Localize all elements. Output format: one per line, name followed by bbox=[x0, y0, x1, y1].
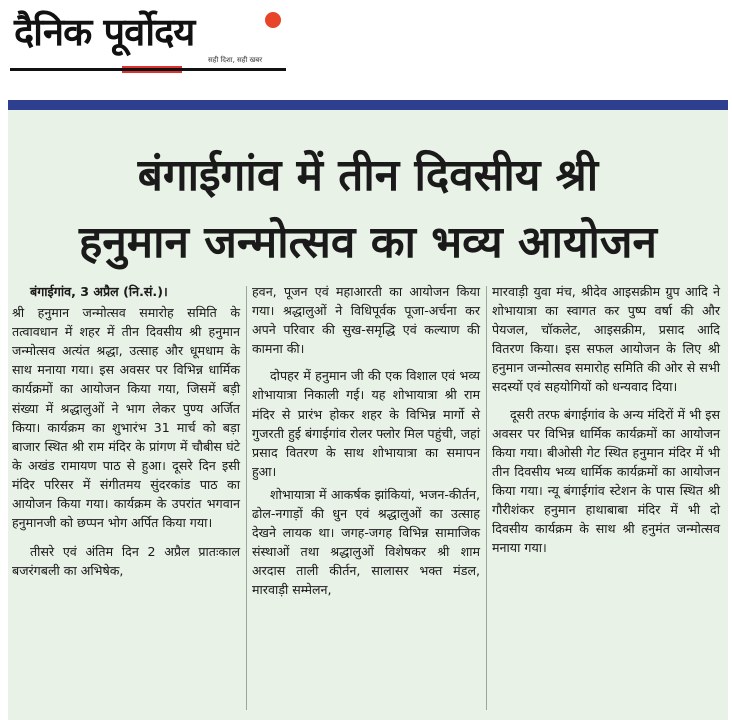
paragraph: हवन, पूजन एवं महाआरती का आयोजन किया गया। श्रद्धालुओं ने विधिपूर्वक पूजा-अर्चना कर अपने परिवार की सुख-समृद्धि एवं कल्याण की कामना की। bbox=[252, 284, 480, 357]
dateline-text: बंगाईगांव, 3 अप्रैल (नि.सं.)। bbox=[30, 284, 168, 299]
paragraph: मारवाड़ी युवा मंच, श्रीदेव आइसक्रीम ग्रुप आदि ने शोभायात्रा का स्वागत कर पुष्प वर्षा की और पेयजल, चॉकलेट, आइसक्रीम, प्रसाद आदि वितरण किया। इस सफल आयोजन के लिए श्री हनुमान जन्मोत्सव समारोह समिति की ओर से सभी सदस्यों एवं सहयोगियों को धन्यवाद दिया। bbox=[492, 284, 720, 395]
article-column-3 bbox=[492, 282, 720, 557]
clipping-top-band bbox=[8, 100, 728, 110]
headline-line-2: हनुमान जन्मोत्सव का भव्य आयोजन bbox=[79, 217, 657, 268]
article-column-1 bbox=[12, 282, 240, 580]
column-divider bbox=[246, 286, 247, 710]
newspaper-logo: दैनिक पूर्वोदय bbox=[14, 10, 195, 54]
masthead-rule bbox=[10, 68, 286, 71]
logo-sun-icon bbox=[265, 12, 281, 28]
paragraph: दोपहर में हनुमान जी की एक विशाल एवं भव्य शोभायात्रा निकाली गई। यह शोभायात्रा श्री राम मंदिर से प्रारंभ होकर शहर के विभिन्न मार्गो से गुजरती हुई बंगाईगांव रोलर फ्लोर मिल पहुंची, जहां प्रसाद वितरण के साथ शोभायात्रा का समापन हुआ। bbox=[252, 368, 480, 479]
article-column-2 bbox=[252, 282, 480, 600]
paragraph: दूसरी तरफ बंगाईगांव के अन्य मंदिरों में भी इस अवसर पर विभिन्न धार्मिक कार्यक्रमों का आयोजन किया गया। बीओसी गेट स्थित हनुमान मंदिर में भी तीन दिवसीय भव्य धार्मिक कार्यक्रमों का आयोजन किया गया। न्यू बंगाईगांव स्टेशन के पास स्थित श्री गौरीशंकर हनुमान हाथाबाबा मंदिर में भी दो दिवसीय कार्यक्रम के साथ श्री हनुमंत जन्मोत्सव मनाया गया। bbox=[492, 406, 720, 556]
paragraph: श्री हनुमान जन्मोत्सव समारोह समिति के तत्वावधान में शहर में तीन दिवसीय श्री हनुमान जन्मोत्सव अत्यंत श्रद्धा, उत्साह और धूमधाम के साथ मनाया गया। इस अवसर पर विभिन्न धार्मिक कार्यक्रमों का आयोजन किया गया, जिसमें बड़ी संख्या में श्रद्धालुओं ने भाग लेकर पुण्य अर्जित किया। कार्यक्रम का शुभारंभ 31 मार्च को बड़ा बाजार स्थित श्री राम मंदिर के प्रांगण में चौबीस घंटे के अखंड रामायण पाठ से हुआ। दूसरे दिन इसी मंदिर परिसर में संगीतमय सुंदरकांड पाठ का आयोजन किया गया। कार्यक्रम के उपरांत भगवान हनुमानजी को छप्पन भोग अर्पित किया गया। bbox=[12, 305, 240, 531]
dateline bbox=[30, 282, 240, 301]
masthead bbox=[10, 6, 286, 72]
paragraph: शोभायात्रा में आकर्षक झांकियां, भजन-कीर्तन, ढोल-नगाड़ों की धुन एवं श्रद्धालुओं का उत्साह देखने लायक था। जगह-जगह विभिन्न सामाजिक संस्थाओं तथा श्रद्धालुओं विशेषकर श्री शाम अरदास ताली कीर्तन, सालासर भक्त मंडल, मारवाड़ी सम्मेलन, bbox=[252, 486, 480, 598]
newspaper-tagline: सही दिशा, सही खबर bbox=[208, 56, 263, 64]
headline-line-1: बंगाईगांव में तीन दिवसीय श्री bbox=[137, 150, 599, 201]
column-divider bbox=[486, 286, 487, 710]
paragraph: तीसरे एवं अंतिम दिन 2 अप्रैल प्रातःकाल बजरंगबली का अभिषेक, bbox=[12, 544, 240, 579]
